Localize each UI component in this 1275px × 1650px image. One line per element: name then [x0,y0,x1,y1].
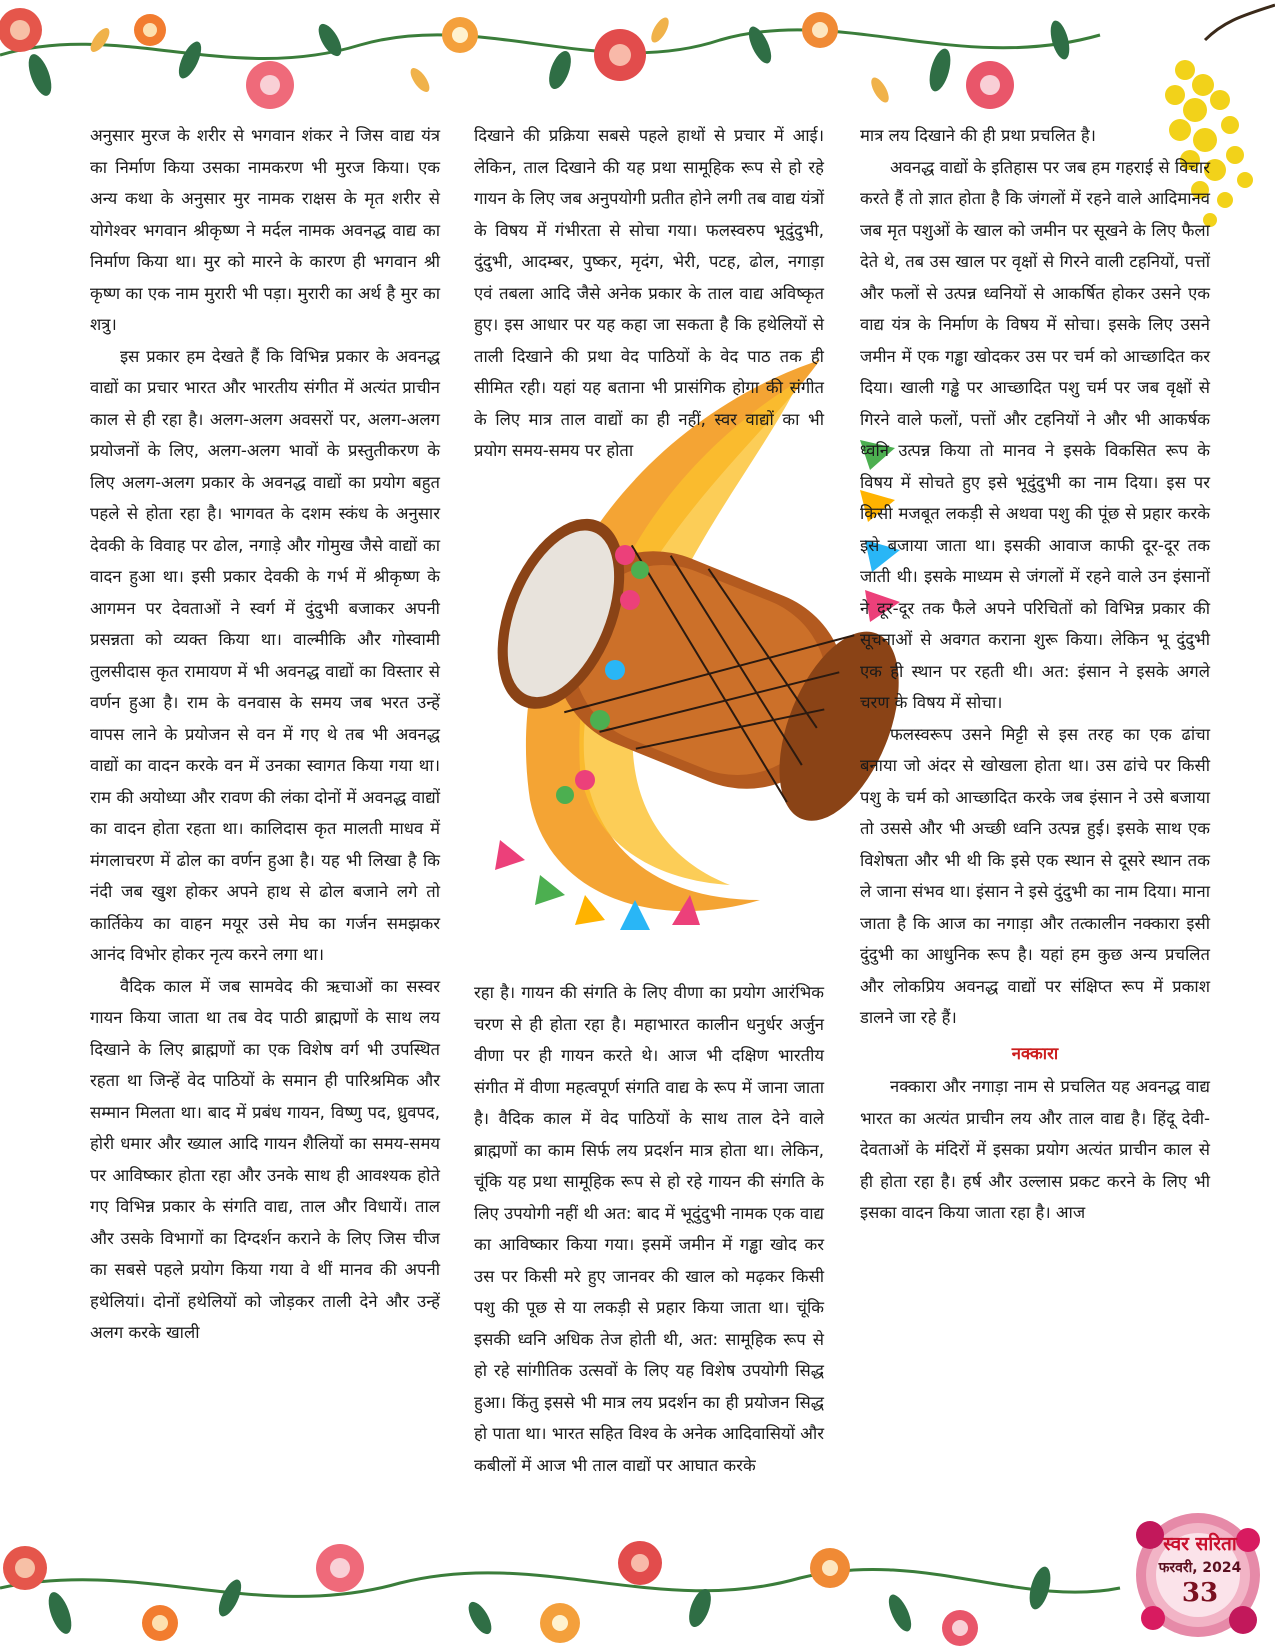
paragraph: मात्र लय दिखाने की ही प्रथा प्रचलित है। [860,126,1096,145]
article-column-1 [90,120,440,1349]
paragraph: दिखाने की प्रक्रिया सबसे पहले हाथों से प्रचार में आई। लेकिन, ताल दिखाने की यह प्रथा सामूहिक रूप से हो रहे गायन के लिए जब अनुपयोगी प्रतीत होने लगी तब वाद्य यंत्रों के विषय में गंभीरता से सोचा गया। फलस्वरुप भूदुंदुभी, दुंदुभी, आदम्बर, पुष्कर, मृदंग, भेरी, पटह, ढोल, नगाड़ा एवं तबला आदि जैसे अनेक प्रकार के ताल वाद्य अविष्कृत हुए। इस आधार पर यह कहा जा सकता है कि हथेलियों से ताली दिखाने की प्रथा वेद पाठियों के वेद पाठ तक ही सीमित रही। यहां यह बताना भी प्रासंगिक होगा की संगीत के लिए मात्र ताल वाद्यों का ही नहीं, स्वर वाद्यों का भी प्रयोग समय-समय पर होता [474,126,824,460]
issue-date: फरवरी, 2024 [1158,1560,1242,1576]
page-number: 33 [1181,1578,1219,1608]
paragraph: रहा है। गायन की संगति के लिए वीणा का प्रयोग आरंभिक चरण से ही होता रहा है। महाभारत कालीन धनुर्धर अर्जुन वीणा पर ही गायन करते थे। आज भी दक्षिण भारतीय संगीत में वीणा महत्वपूर्ण संगति वाद्य के रूप में जाना जाता है। वैदिक काल में वेद पाठियों के साथ ताल देने वाले ब्राह्मणों का काम सिर्फ लय प्रदर्शन मात्र होता था। लेकिन, चूंकि यह प्रथा सामूहिक रूप से हो रहे गायन की संगति के लिए उपयोगी नहीं थी अत: बाद में भूदुंदुभी नामक एक वाद्य का आविष्कार किया गया। इसमें जमीन में गड्ढा खोद कर उस पर किसी मरे हुए जानवर की खाल को मढ़कर किसी पशु की पूछ से या लकड़ी से प्रहार किया जाता था। चूंकि इसकी ध्वनि अधिक तेज होती थी, अत: सामूहिक रूप से हो रहे सांगीतिक उत्सवों के लिए यह विशेष उपयोगी सिद्ध हुआ। किंतु इससे भी मात्र लय प्रदर्शन का ही प्रयोजन सिद्ध हो पाता था। भारत सहित विश्व के अनेक आदिवासियों और कबीलों में आज भी ताल वाद्यों पर आघात करके [474,983,824,1475]
article-column-3 [860,120,1210,1229]
section-subheading: नक्कारा [1011,1043,1059,1063]
paragraph: इस प्रकार हम देखते हैं कि विभिन्न प्रकार के अवनद्ध वाद्यों का प्रचार भारत और भारतीय संगीत में अत्यंत प्राचीन काल से ही रहा है। अलग-अलग अवसरों पर, अलग-अलग प्रयोजनों के लिए, अलग-अलग भावों के प्रस्तुतीकरण के लिए अलग-अलग प्रकार के अवनद्ध वाद्यों का प्रयोग बहुत पहले से होता रहा है। भागवत के दशम स्कंध के अनुसार देवकी के विवाह पर ढोल, नगाड़े और गोमुख जैसे वाद्यों का वादन हुआ था। इसी प्रकार देवकी के गर्भ में श्रीकृष्ण के आगमन पर देवताओं ने स्वर्ग में दुंदुभी बजाकर अपनी प्रसन्नता को व्यक्त किया था। वाल्मीकि और गोस्वामी तुलसीदास कृत रामायण में भी अवनद्ध वाद्यों का विस्तार से वर्णन हुआ है। राम के वनवास के समय जब भरत उन्हें वापस लाने के प्रयोजन से वन में गए थे तब भी अवनद्ध वाद्यों का वादन करके वन में उनका स्वागत किया गया था। राम की अयोध्या और रावण की लंका दोनों में अवनद्ध वाद्यों का वादन होता रहता था। कालिदास कृत मालती माधव में मंगलाचरण में ढोल का वर्णन हुआ है। यह भी लिखा है कि नंदी जब खुश होकर अपने हाथ से ढोल बजाने लगे तो कार्तिकेय का वाहन मयूर उसे मेघ का गर्जन समझकर आनंद विभोर होकर नृत्य करने लगा था। [90,346,440,964]
paragraph: वैदिक काल में जब सामवेद की ऋचाओं का सस्वर गायन किया जाता था तब वेद पाठी ब्राह्मणों के साथ लय दिखाने के लिए ब्राह्मणों का एक विशेष वर्ग भी उपस्थित रहता था जिन्हें वेद पाठियों के समान ही पारिश्रमिक और सम्मान मिलता था। बाद में प्रबंध गायन, विष्णु पद, ध्रुवपद, होरी धमार और ख्याल आदि गायन शैलियों का समय-समय पर आविष्कार होता रहा और उनके साथ ही आवश्यक होते गए विभिन्न प्रकार के संगति वाद्य, ताल और विधायें। ताल और उसके विभागों का दिग्दर्शन कराने के लिए जिस चीज का सबसे पहले प्रयोग किया गया वे थीं मानव की अपनी हथेलियां। दोनों हथेलियों को जोड़कर ताली देने और उन्हें अलग करके खाली [90,976,440,1342]
paragraph: नक्कारा और नगाड़ा नाम से प्रचलित यह अवनद्ध वाद्य भारत का अत्यंत प्राचीन लय और ताल वाद्य है। हिंदू देवी-देवताओं के मंदिरों में इसका प्रयोग अत्यंत प्राचीन काल से ही होता रहा है। हर्ष और उल्लास प्रकट करने के लिए भी इसका वादन किया जाता रहा है। आज [860,1077,1210,1222]
floral-border-top [0,0,1275,130]
paragraph: फलस्वरूप उसने मिट्टी से इस तरह का एक ढांचा बनाया जो अंदर से खोखला होता था। उस ढांचे पर किसी पशु के चर्म को आच्छादित करके जब इंसान ने उसे बजाया तो उससे और भी अच्छी ध्वनि उत्पन्न हुई। इसके साथ एक विशेषता और भी थी कि इसे एक स्थान से दूसरे स्थान तक ले जाना संभव था। इंसान ने इसे दुंदुभी का नाम दिया। माना जाता है कि आज का नगाड़ा और तत्कालीन नक्कारा इसी दुंदुभी का आधुनिक रूप है। यहां हम कुछ अन्य प्रचलित और लोकप्रिय अवनद्ध वाद्यों पर संक्षिप्त रूप में प्रकाश डालने जा रहे हैं। [860,724,1210,1027]
paragraph: अनुसार मुरज के शरीर से भगवान शंकर ने जिस वाद्य यंत्र का निर्माण किया उसका नामकरण भी मुरज किया। एक अन्य कथा के अनुसार मुर नामक राक्षस के मृत शरीर से योगेश्वर भगवान श्रीकृष्ण ने मर्दल नामक अवनद्ध वाद्य का निर्माण किया था। मुर को मारने के कारण ही भगवान श्री कृष्ण का एक नाम मुरारी भी पड़ा। मुरारी का अर्थ है मुर का शत्रु। [90,126,440,334]
magazine-title: स्वर सरिता [1163,1533,1237,1555]
floral-border-bottom [0,1528,1275,1650]
article-column-2-bottom [474,977,824,1481]
paragraph: अवनद्ध वाद्यों के इतिहास पर जब हम गहराई से विचार करते हैं तो ज्ञात होता है कि जंगलों में रहने वाले आदिमानव जब मृत पशुओं के खाल को जमीन पर सूखने के लिए फैला देते थे, तब उस खाल पर वृक्षों से गिरने वाली टहनियों, पत्तों और फलों से उत्पन्न ध्वनियों से आकर्षित होकर उसने एक वाद्य यंत्र के निर्माण के विषय में सोचा। इसके लिए उसने जमीन में एक गड्ढा खोदकर उस पर चर्म को आच्छादित कर दिया। खाली गड्ढे पर आच्छादित पशु चर्म पर जब वृक्षों से गिरने वाले फलों, पत्तों और टहनियों ने और भी आकर्षक ध्वनि उत्पन्न किया तो मानव ने इसके विकसित रूप के विषय में सोचते हुए इसे भूदुंदुभी का नाम दिया। इस पर किसी मजबूत लकड़ी से अथवा पशु की पूंछ से प्रहार करके इसे बजाया जाता था। इसकी आवाज काफी दूर-दूर तक जाती थी। इसके माध्यम से जंगलों में रहने वाले उन इंसानों ने दूर-दूर तक फैले अपने परिचितों को विभिन्न प्रकार की सूचनाओं से अवगत कराना शुरू किया। लेकिन भू दुंदुभी एक ही स्थान पर रहती थी। अत: इंसान ने इसके अगले चरण के विषय में सोचा। [860,157,1210,712]
article-column-2-top [474,120,824,467]
